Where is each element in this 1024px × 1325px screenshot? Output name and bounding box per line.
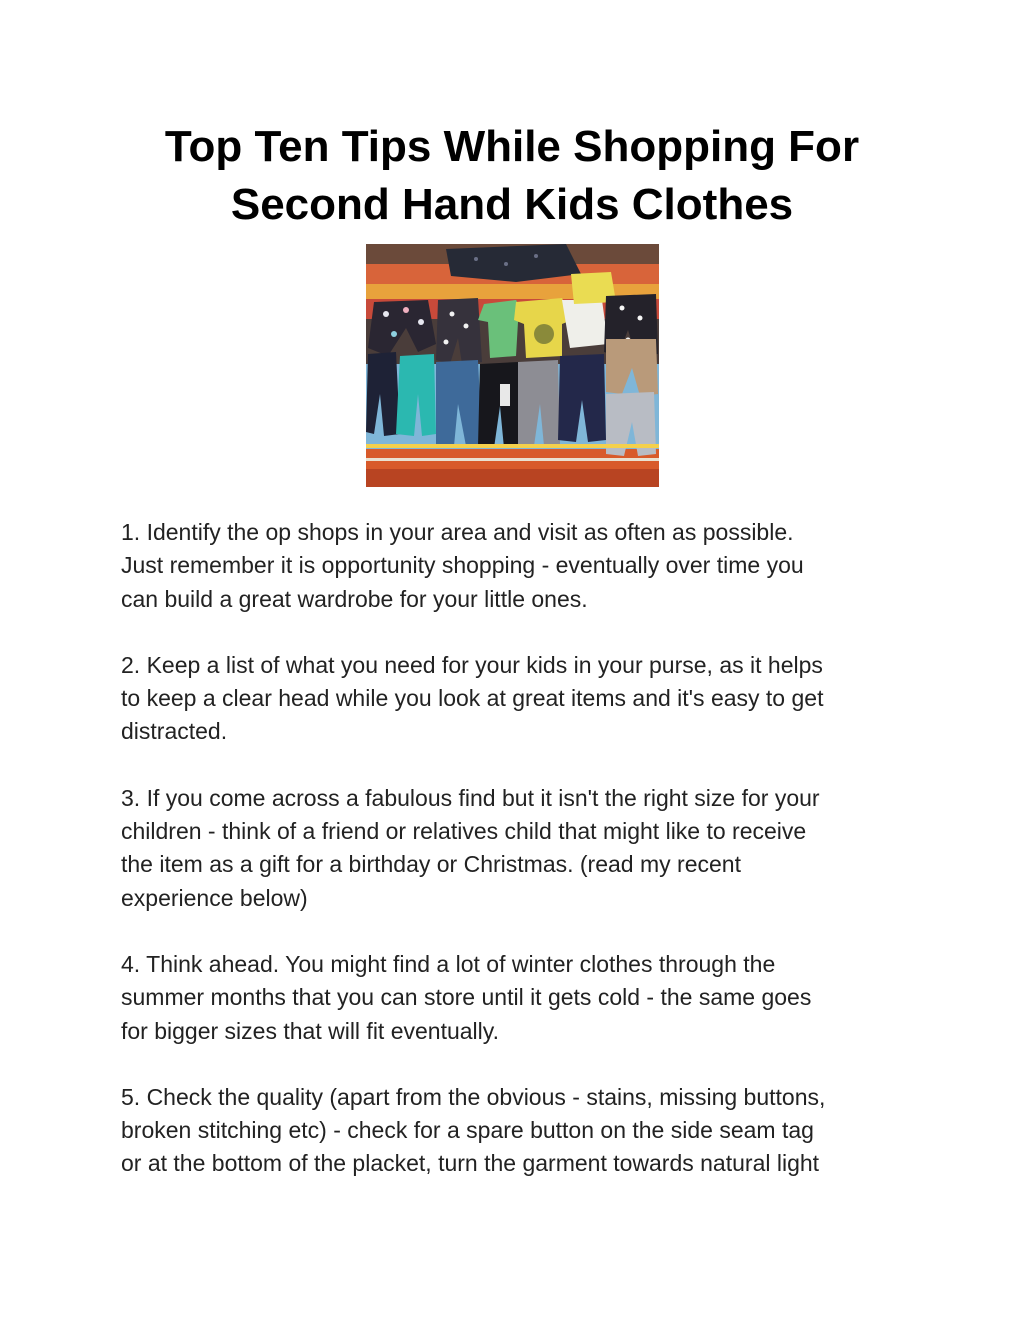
tip-item xyxy=(121,516,911,616)
tip-item xyxy=(121,782,911,915)
tip-5-line-3: or at the bottom of the placket, turn the garment towards natural light xyxy=(121,1150,820,1177)
clothes-photo xyxy=(366,244,659,487)
photo-icon xyxy=(366,244,659,487)
tip-5-line-1: 5. Check the quality (apart from the obvious - stains, missing buttons, xyxy=(121,1083,826,1110)
tip-4-line-3: for bigger sizes that will fit eventually. xyxy=(121,1017,499,1044)
tip-3-line-2: children - think of a friend or relatives child that might like to receive xyxy=(121,818,807,845)
title-line-1: Top Ten Tips While Shopping For xyxy=(164,122,860,171)
tip-4-line-1: 4. Think ahead. You might find a lot of winter clothes through the xyxy=(121,950,776,977)
tip-2-line-3: distracted. xyxy=(121,718,228,745)
tip-item xyxy=(121,948,911,1048)
tip-item xyxy=(121,649,911,749)
tips-list xyxy=(121,516,911,1214)
tip-1-line-3: can build a great wardrobe for your little ones. xyxy=(121,585,588,612)
tip-1-line-2: Just remember it is opportunity shopping - eventually over time you xyxy=(121,552,804,579)
tip-4-line-2: summer months that you can store until it gets cold - the same goes xyxy=(121,984,812,1011)
page-title xyxy=(100,118,924,234)
title-line-2: Second Hand Kids Clothes xyxy=(230,180,794,229)
tip-3-line-1: 3. If you come across a fabulous find but it isn't the right size for your xyxy=(121,784,820,811)
tip-item xyxy=(121,1081,911,1181)
tip-1-line-1: 1. Identify the op shops in your area and visit as often as possible. xyxy=(121,519,794,545)
tip-3-line-3: the item as a gift for a birthday or Christmas. (read my recent xyxy=(121,851,741,878)
tip-2-line-2: to keep a clear head while you look at great items and it's easy to get xyxy=(121,685,824,712)
tip-2-line-1: 2. Keep a list of what you need for your kids in your purse, as it helps xyxy=(121,651,823,678)
tip-5-line-2: broken stitching etc) - check for a spare button on the side seam tag xyxy=(121,1117,814,1144)
tip-3-line-4: experience below) xyxy=(121,884,308,911)
